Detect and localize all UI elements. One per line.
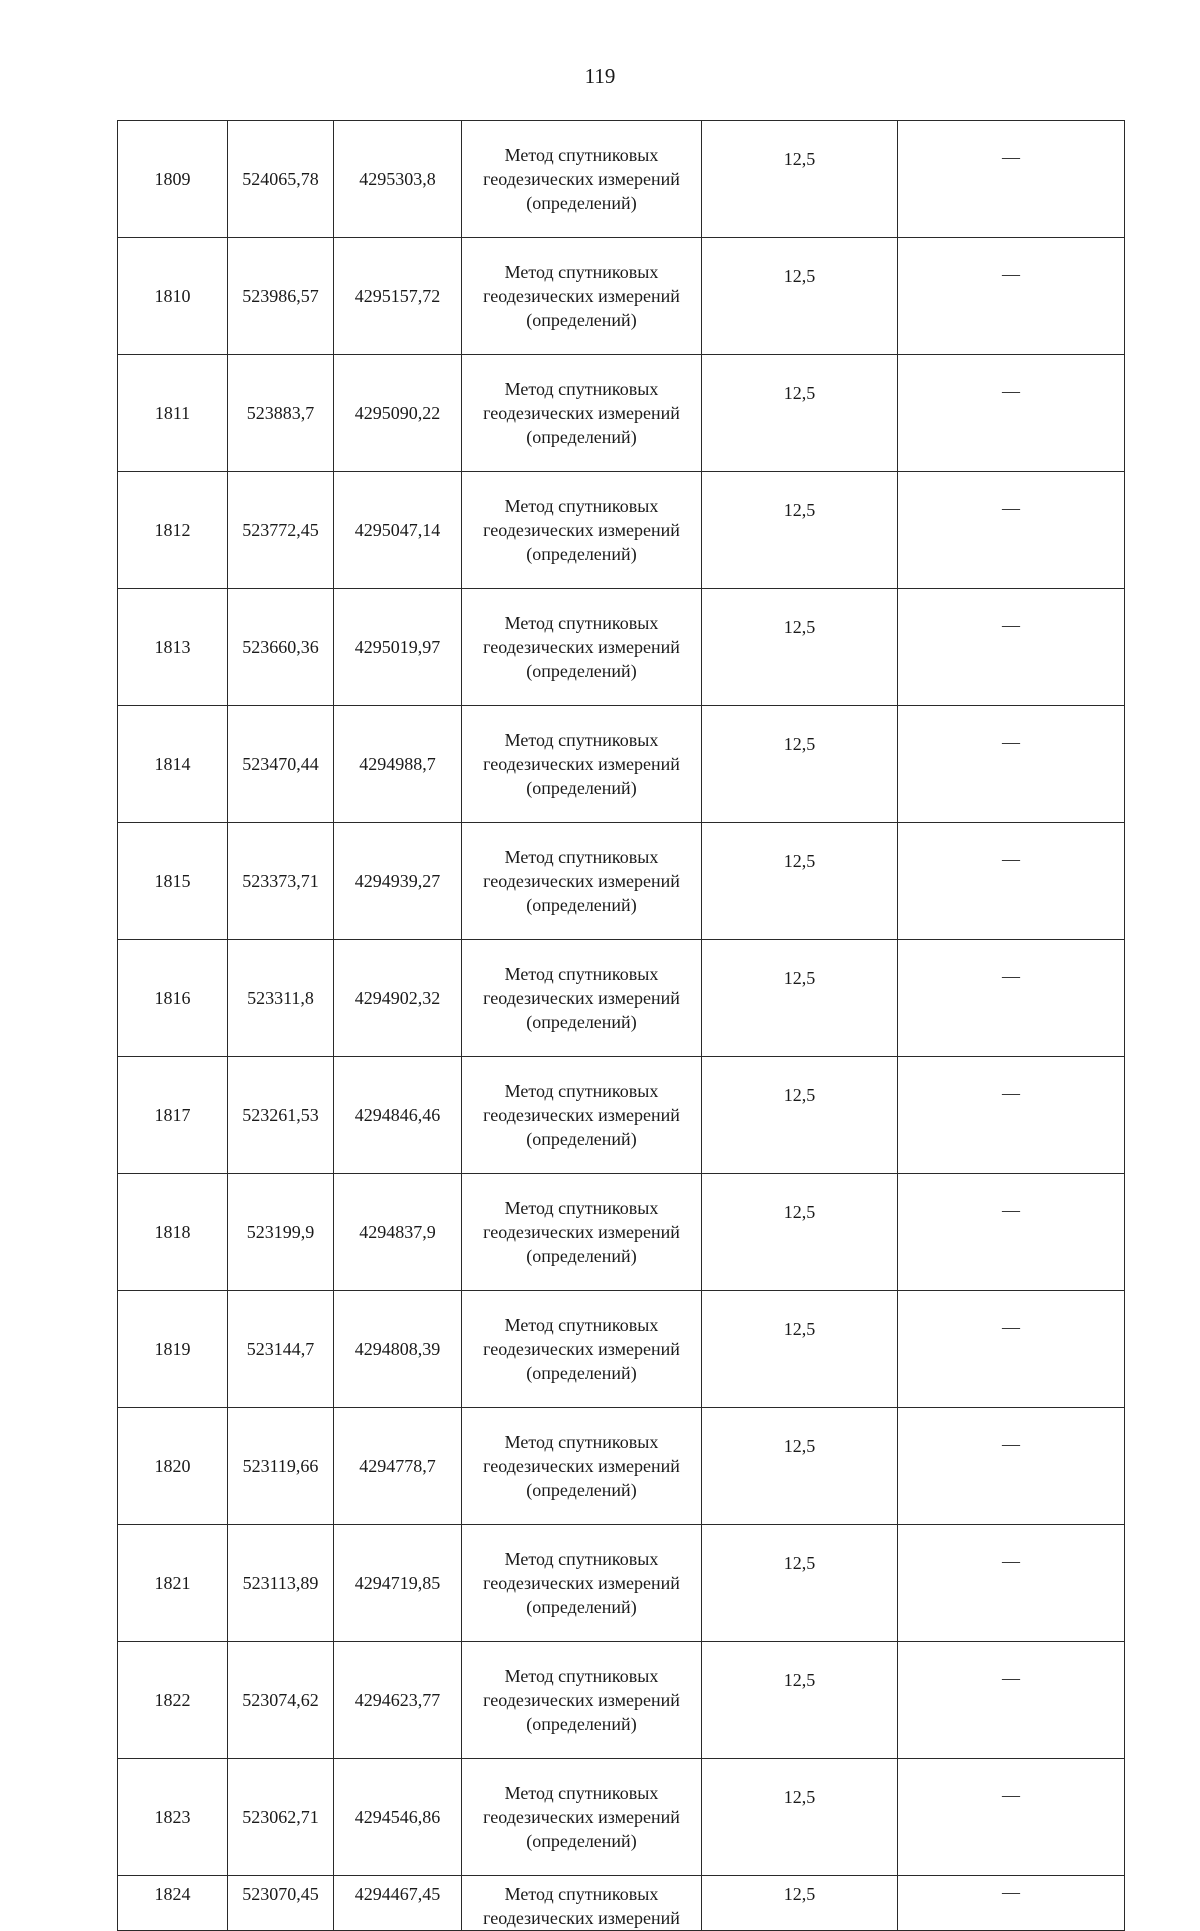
x-coordinate-cell: 523062,71 <box>228 1759 334 1876</box>
method-line: Метод спутниковых <box>504 1549 659 1569</box>
precision-cell: 12,5 <box>702 1291 898 1408</box>
x-coordinate-cell: 523119,66 <box>228 1408 334 1525</box>
method-cell <box>462 1642 702 1759</box>
method-line: (определений) <box>526 1480 637 1500</box>
y-coordinate-cell: 4294837,9 <box>334 1174 462 1291</box>
note-cell: — <box>898 238 1125 355</box>
method-line: Метод спутниковых <box>504 1432 659 1452</box>
point-number-cell: 1821 <box>118 1525 228 1642</box>
y-coordinate-cell: 4294467,45 <box>334 1876 462 1931</box>
point-number-cell: 1819 <box>118 1291 228 1408</box>
note-cell: — <box>898 472 1125 589</box>
method-line: геодезических измерений <box>483 1573 680 1593</box>
precision-cell: 12,5 <box>702 823 898 940</box>
point-number-cell: 1823 <box>118 1759 228 1876</box>
method-line: геодезических измерений <box>483 286 680 306</box>
precision-cell: 12,5 <box>702 589 898 706</box>
note-cell: — <box>898 1291 1125 1408</box>
method-line: геодезических измерений <box>483 1456 680 1476</box>
y-coordinate-cell: 4295019,97 <box>334 589 462 706</box>
method-cell <box>462 355 702 472</box>
method-line: Метод спутниковых <box>504 613 659 633</box>
x-coordinate-cell: 524065,78 <box>228 121 334 238</box>
y-coordinate-cell: 4294623,77 <box>334 1642 462 1759</box>
precision-cell: 12,5 <box>702 1642 898 1759</box>
y-coordinate-cell: 4294988,7 <box>334 706 462 823</box>
y-coordinate-cell: 4295047,14 <box>334 472 462 589</box>
precision-cell: 12,5 <box>702 355 898 472</box>
method-line: (определений) <box>526 1714 637 1734</box>
point-number-cell: 1817 <box>118 1057 228 1174</box>
note-cell: — <box>898 1057 1125 1174</box>
method-cell <box>462 1174 702 1291</box>
y-coordinate-cell: 4295090,22 <box>334 355 462 472</box>
y-coordinate-cell: 4294719,85 <box>334 1525 462 1642</box>
method-cell <box>462 1759 702 1876</box>
y-coordinate-cell: 4295157,72 <box>334 238 462 355</box>
method-line: (определений) <box>526 661 637 681</box>
y-coordinate-cell: 4294939,27 <box>334 823 462 940</box>
table-row <box>118 1642 1125 1759</box>
method-line: геодезических измерений <box>483 637 680 657</box>
method-line: Метод спутниковых <box>504 1666 659 1686</box>
x-coordinate-cell: 523074,62 <box>228 1642 334 1759</box>
method-line: Метод спутниковых <box>504 730 659 750</box>
method-line: геодезических измерений <box>483 1339 680 1359</box>
table-row <box>118 706 1125 823</box>
method-line: геодезических измерений <box>483 169 680 189</box>
method-cell <box>462 1408 702 1525</box>
method-line: геодезических измерений <box>483 1222 680 1242</box>
precision-cell: 12,5 <box>702 1876 898 1931</box>
precision-cell: 12,5 <box>702 1408 898 1525</box>
point-number-cell: 1811 <box>118 355 228 472</box>
x-coordinate-cell: 523660,36 <box>228 589 334 706</box>
point-number-cell: 1824 <box>118 1876 228 1931</box>
method-line: Метод спутниковых <box>504 964 659 984</box>
method-line: Метод спутниковых <box>504 847 659 867</box>
precision-cell: 12,5 <box>702 706 898 823</box>
method-cell <box>462 472 702 589</box>
method-line: (определений) <box>526 895 637 915</box>
x-coordinate-cell: 523199,9 <box>228 1174 334 1291</box>
method-line: (определений) <box>526 427 637 447</box>
table-row <box>118 121 1125 238</box>
method-cell <box>462 121 702 238</box>
method-line: геодезических измерений <box>483 520 680 540</box>
x-coordinate-cell: 523373,71 <box>228 823 334 940</box>
x-coordinate-cell: 523986,57 <box>228 238 334 355</box>
method-line: геодезических измерений <box>483 871 680 891</box>
note-cell: — <box>898 1759 1125 1876</box>
y-coordinate-cell: 4295303,8 <box>334 121 462 238</box>
table-row <box>118 1876 1125 1931</box>
y-coordinate-cell: 4294778,7 <box>334 1408 462 1525</box>
method-cell <box>462 589 702 706</box>
table-row <box>118 1525 1125 1642</box>
y-coordinate-cell: 4294546,86 <box>334 1759 462 1876</box>
point-number-cell: 1809 <box>118 121 228 238</box>
method-line: геодезических измерений <box>483 1807 680 1827</box>
method-line: (определений) <box>526 1363 637 1383</box>
method-line: геодезических измерений <box>483 1690 680 1710</box>
table-row <box>118 1408 1125 1525</box>
method-line: Метод спутниковых <box>504 1884 659 1904</box>
note-cell: — <box>898 1642 1125 1759</box>
page-number: 119 <box>584 64 616 88</box>
precision-cell: 12,5 <box>702 238 898 355</box>
point-number-cell: 1822 <box>118 1642 228 1759</box>
note-cell: — <box>898 121 1125 238</box>
point-number-cell: 1813 <box>118 589 228 706</box>
method-line: (определений) <box>526 1597 637 1617</box>
method-line: (определений) <box>526 544 637 564</box>
precision-cell: 12,5 <box>702 1525 898 1642</box>
x-coordinate-cell: 523070,45 <box>228 1876 334 1931</box>
precision-cell: 12,5 <box>702 940 898 1057</box>
method-cell <box>462 1057 702 1174</box>
method-line: (определений) <box>526 1246 637 1266</box>
y-coordinate-cell: 4294808,39 <box>334 1291 462 1408</box>
precision-cell: 12,5 <box>702 121 898 238</box>
method-cell <box>462 238 702 355</box>
x-coordinate-cell: 523883,7 <box>228 355 334 472</box>
table-row <box>118 1057 1125 1174</box>
note-cell: — <box>898 1408 1125 1525</box>
x-coordinate-cell: 523144,7 <box>228 1291 334 1408</box>
note-cell: — <box>898 355 1125 472</box>
method-line: Метод спутниковых <box>504 379 659 399</box>
method-cell <box>462 940 702 1057</box>
table-row <box>118 823 1125 940</box>
note-cell: — <box>898 706 1125 823</box>
method-line: (определений) <box>526 1012 637 1032</box>
y-coordinate-cell: 4294902,32 <box>334 940 462 1057</box>
method-line: (определений) <box>526 1831 637 1851</box>
point-number-cell: 1820 <box>118 1408 228 1525</box>
coordinates-table <box>117 120 1125 1931</box>
method-cell <box>462 706 702 823</box>
table-row <box>118 1291 1125 1408</box>
point-number-cell: 1814 <box>118 706 228 823</box>
note-cell: — <box>898 940 1125 1057</box>
method-line: Метод спутниковых <box>504 262 659 282</box>
note-cell: — <box>898 589 1125 706</box>
precision-cell: 12,5 <box>702 1759 898 1876</box>
point-number-cell: 1818 <box>118 1174 228 1291</box>
table-row <box>118 472 1125 589</box>
note-cell: — <box>898 1876 1125 1931</box>
method-cell <box>462 1876 702 1931</box>
note-cell: — <box>898 1525 1125 1642</box>
method-line: геодезических измерений <box>483 1908 680 1928</box>
x-coordinate-cell: 523113,89 <box>228 1525 334 1642</box>
method-cell <box>462 823 702 940</box>
x-coordinate-cell: 523772,45 <box>228 472 334 589</box>
table-row <box>118 589 1125 706</box>
point-number-cell: 1810 <box>118 238 228 355</box>
note-cell: — <box>898 823 1125 940</box>
point-number-cell: 1816 <box>118 940 228 1057</box>
x-coordinate-cell: 523311,8 <box>228 940 334 1057</box>
table-row <box>118 1174 1125 1291</box>
precision-cell: 12,5 <box>702 1174 898 1291</box>
precision-cell: 12,5 <box>702 472 898 589</box>
method-line: (определений) <box>526 310 637 330</box>
method-line: Метод спутниковых <box>504 1315 659 1335</box>
note-cell: — <box>898 1174 1125 1291</box>
method-line: Метод спутниковых <box>504 1198 659 1218</box>
method-line: геодезических измерений <box>483 1105 680 1125</box>
point-number-cell: 1815 <box>118 823 228 940</box>
method-cell <box>462 1291 702 1408</box>
method-line: геодезических измерений <box>483 988 680 1008</box>
method-line: геодезических измерений <box>483 403 680 423</box>
method-line: (определений) <box>526 193 637 213</box>
method-line: Метод спутниковых <box>504 1783 659 1803</box>
table-row <box>118 940 1125 1057</box>
method-line: геодезических измерений <box>483 754 680 774</box>
table-row <box>118 238 1125 355</box>
method-line: Метод спутниковых <box>504 1081 659 1101</box>
y-coordinate-cell: 4294846,46 <box>334 1057 462 1174</box>
x-coordinate-cell: 523261,53 <box>228 1057 334 1174</box>
table-row <box>118 1759 1125 1876</box>
precision-cell: 12,5 <box>702 1057 898 1174</box>
method-line: (определений) <box>526 1129 637 1149</box>
method-line: Метод спутниковых <box>504 145 659 165</box>
method-cell <box>462 1525 702 1642</box>
table-row <box>118 355 1125 472</box>
point-number-cell: 1812 <box>118 472 228 589</box>
method-line: Метод спутниковых <box>504 496 659 516</box>
x-coordinate-cell: 523470,44 <box>228 706 334 823</box>
method-line: (определений) <box>526 778 637 798</box>
table-body <box>118 121 1125 1931</box>
